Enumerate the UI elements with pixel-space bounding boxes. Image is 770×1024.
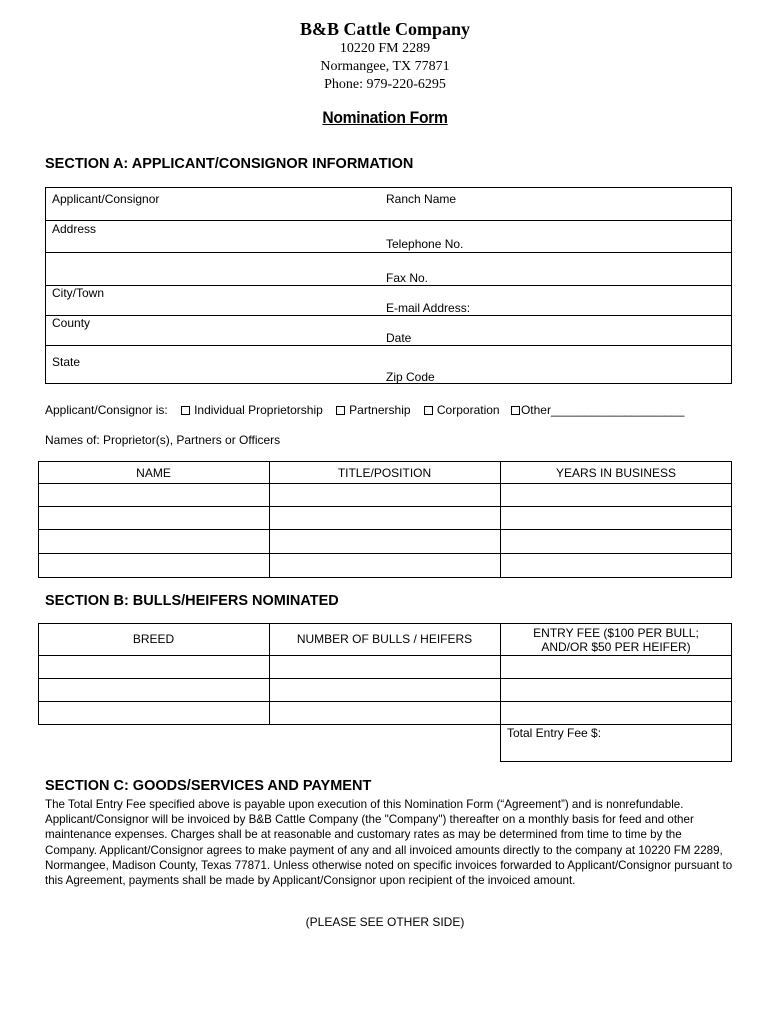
email-field[interactable]: E-mail Address: [386,301,471,315]
names-col-years: YEARS IN BUSINESS [555,466,677,480]
company-phone: Phone: 979-220-6295 [324,77,446,92]
option-individual[interactable]: Individual Proprietorship [181,403,323,417]
total-entry-fee-field[interactable]: Total Entry Fee $: [507,726,602,740]
names-of-label: Names of: Proprietor(s), Partners or Officers [45,433,281,447]
applicant-type-row [45,403,684,417]
bulls-col-entry-fee-line1: ENTRY FEE ($100 PER BULL; [533,626,699,640]
company-address-line2: Normangee, TX 77871 [320,59,450,74]
state-field[interactable]: State [52,355,81,369]
bulls-col-breed: BREED [132,632,175,646]
checkbox-individual[interactable] [181,406,190,415]
date-field[interactable]: Date [386,331,412,345]
telephone-field[interactable]: Telephone No. [386,237,464,251]
checkbox-corporation[interactable] [424,406,433,415]
ranch-name-field[interactable]: Ranch Name [386,192,457,206]
names-col-title: TITLE/POSITION [337,466,432,480]
section-a-title: SECTION A: APPLICANT/CONSIGNOR INFORMATION [45,156,414,172]
option-corporation[interactable]: Corporation [424,403,500,417]
company-address-line1: 10220 FM 2289 [339,41,431,56]
section-c-title: SECTION C: GOODS/SERVICES AND PAYMENT [45,778,372,794]
fax-field[interactable]: Fax No. [386,271,429,285]
checkbox-partnership[interactable] [336,406,345,415]
company-name: B&B Cattle Company [300,19,470,39]
applicant-type-label: Applicant/Consignor is: [45,403,168,417]
see-other-side-note: (PLEASE SEE OTHER SIDE) [305,915,465,929]
checkbox-other[interactable] [511,406,520,415]
names-col-name: NAME [136,466,171,480]
applicant-field[interactable]: Applicant/Consignor [52,192,160,206]
county-field[interactable]: County [52,316,91,330]
option-partnership[interactable]: Partnership [336,403,410,417]
section-b-title: SECTION B: BULLS/HEIFERS NOMINATED [45,593,339,609]
bulls-col-number: NUMBER OF BULLS / HEIFERS [296,632,473,646]
address-field[interactable]: Address [52,222,97,236]
form-title: Nomination Form [322,108,448,127]
payment-terms-paragraph: The Total Entry Fee specified above is payable upon execution of this Nomination Form (“Agreement”) and is nonrefundable. Applicant/Consignor will be invoiced by B&B Cattle Company (the "Company") thereafter on a monthly basis for feed and other maintenance expenses. Charges shall be at reasonable and customary rates as may be determined from time to time by the Company. Applicant/Consignor agrees to make payment of any and all invoiced amounts directly to the company at 10220 FM 2289, Normangee, Madison County, Texas 77871. Unless otherwise noted on specific invoices forwarded to Applicant/Consignor pursuant to this Agreement, payments shall be made by Applicant/Consignor upon recipient of the invoiced amount. [45,798,733,888]
bulls-col-entry-fee-line2: AND/OR $50 PER HEIFER) [541,640,691,654]
city-field[interactable]: City/Town [52,286,105,300]
zip-field[interactable]: Zip Code [386,370,435,384]
option-other[interactable]: Other____________________ [511,403,685,417]
